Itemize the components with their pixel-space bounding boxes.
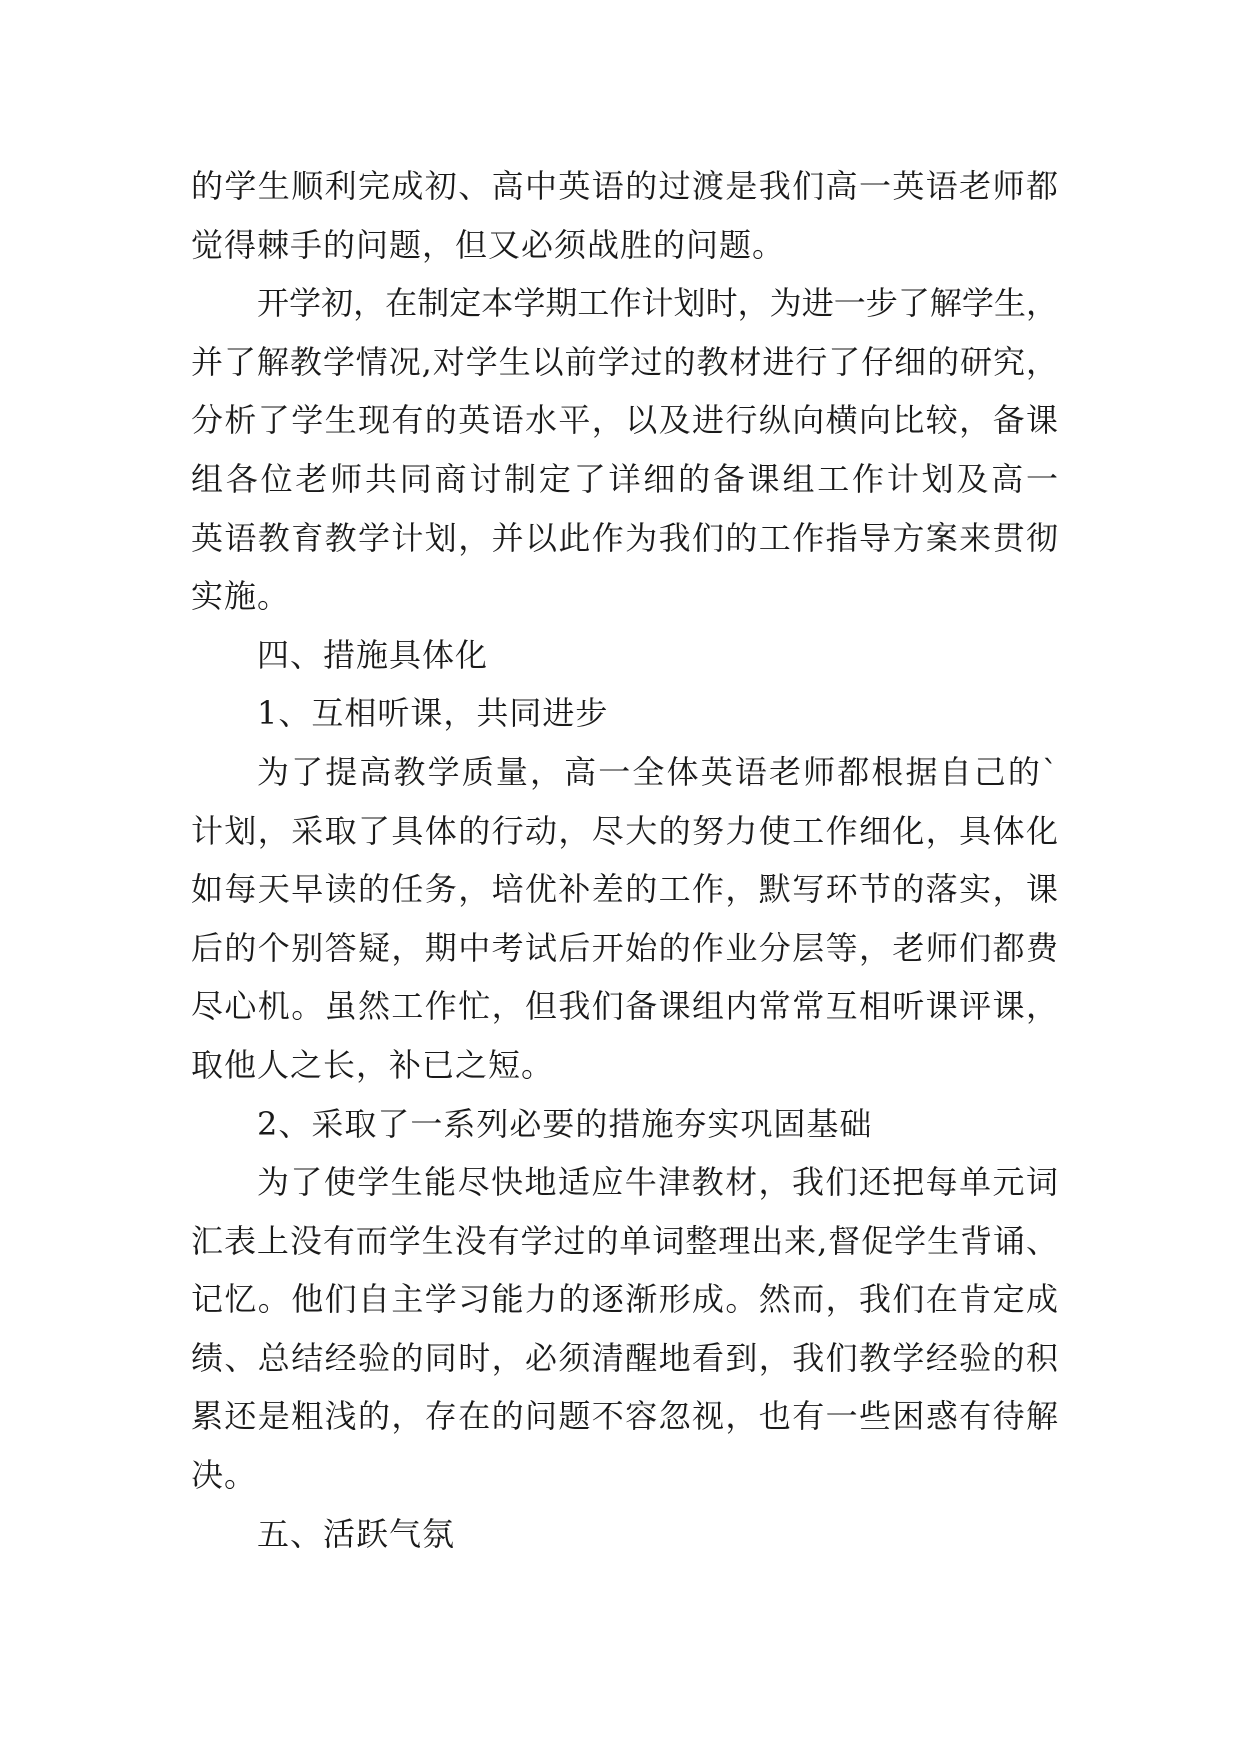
text-line: 汇表上没有而学生没有学过的单词整理出来,督促学生背诵、 xyxy=(191,1221,1058,1260)
text-line: 累还是粗浅的，存在的问题不容忽视，也有一些困惑有待解 xyxy=(191,1397,1058,1436)
text-line: 记忆。他们自主学习能力的逐渐形成。然而，我们在肯定成 xyxy=(191,1280,1058,1319)
paragraph-start-line: 开学初，在制定本学期工作计划时，为进一步了解学生， xyxy=(257,284,1058,323)
text-line: 并了解教学情况,对学生以前学过的教材进行了仔细的研究， xyxy=(191,342,1058,381)
text-line: 如每天早读的任务，培优补差的工作，默写环节的落实，课 xyxy=(191,870,1058,909)
text-line: 实施。 xyxy=(191,577,291,616)
subsection-heading: 2、采取了一系列必要的措施夯实巩固基础 xyxy=(257,1104,873,1143)
text-line: 分析了学生现有的英语水平，以及进行纵向横向比较，备课 xyxy=(191,401,1058,440)
text-line: 尽心机。虽然工作忙，但我们备课组内常常互相听课评课， xyxy=(191,987,1058,1026)
paragraph-start-line: 为了提高教学质量，高一全体英语老师都根据自己的` xyxy=(257,752,1058,791)
section-heading: 四、措施具体化 xyxy=(257,635,489,674)
text-line: 计划，采取了具体的行动，尽大的努力使工作细化，具体化 xyxy=(191,811,1058,850)
subsection-heading: 1、互相听课，共同进步 xyxy=(257,694,609,733)
text-line: 绩、总结经验的同时，必须清醒地看到，我们教学经验的积 xyxy=(191,1338,1058,1377)
text-line: 觉得棘手的问题，但又必须战胜的问题。 xyxy=(191,225,786,264)
body-text xyxy=(191,157,1058,1563)
text-line: 后的个别答疑，期中考试后开始的作业分层等，老师们都费 xyxy=(191,928,1058,967)
text-line: 组各位老师共同商讨制定了详细的备课组工作计划及高一 xyxy=(191,459,1058,498)
text-line: 取他人之长，补已之短。 xyxy=(191,1045,555,1084)
paragraph-start-line: 为了使学生能尽快地适应牛津教材，我们还把每单元词 xyxy=(257,1163,1058,1202)
text-line: 英语教育教学计划，并以此作为我们的工作指导方案来贯彻 xyxy=(191,518,1058,557)
section-heading: 五、活跃气氛 xyxy=(257,1514,456,1553)
text-line: 的学生顺利完成初、高中英语的过渡是我们高一英语老师都 xyxy=(191,167,1058,205)
text-line: 决。 xyxy=(191,1456,258,1495)
